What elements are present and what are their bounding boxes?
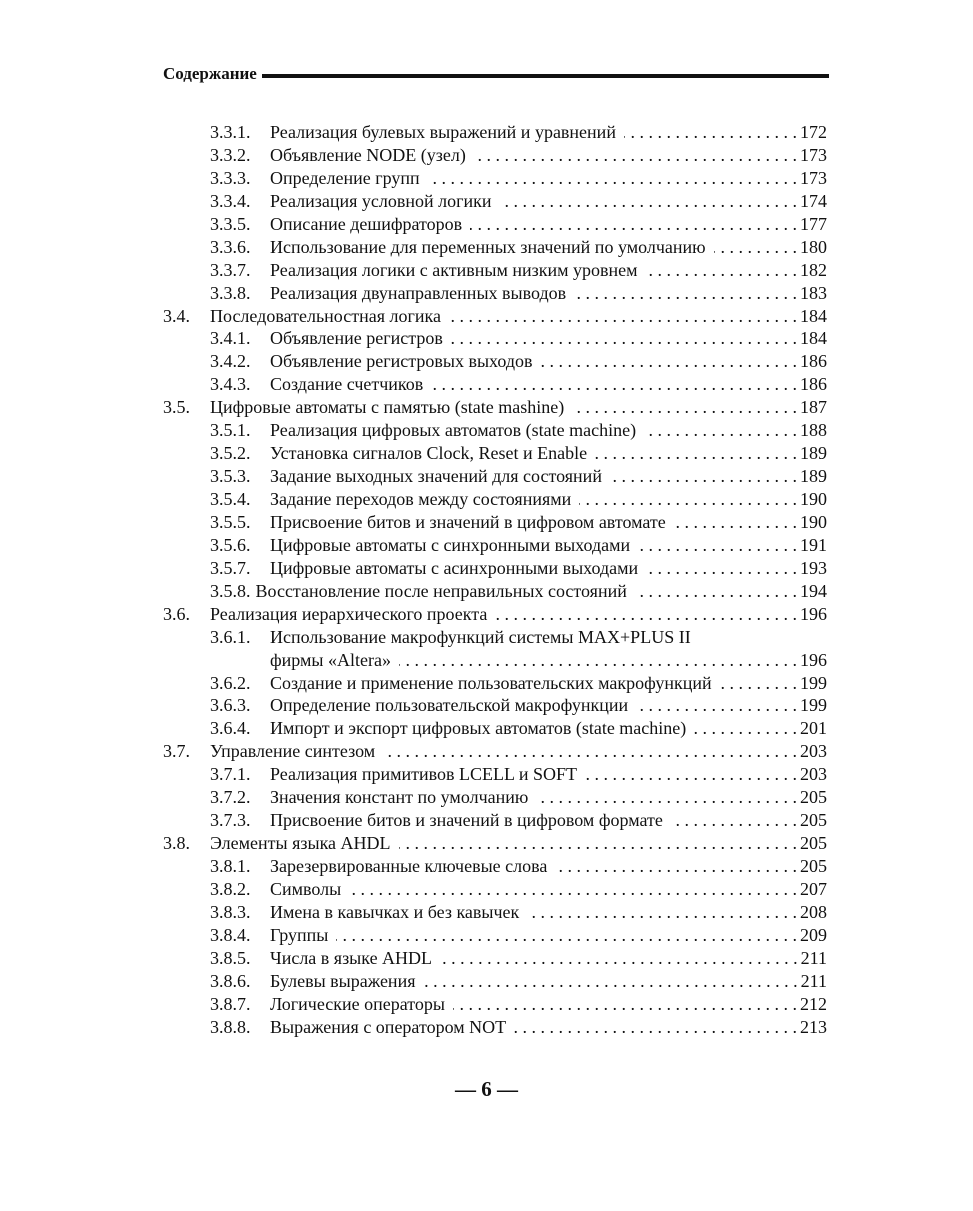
toc-entry-page: 193	[800, 557, 827, 578]
toc-entry-title: Булевы выражения	[270, 970, 416, 991]
toc-entry-title: Присвоение битов и значений в цифровом формате	[270, 810, 663, 831]
toc-entry-title: Создание счетчиков	[270, 374, 424, 395]
toc-entry-page: 177	[800, 213, 827, 234]
dot-leader	[646, 557, 797, 580]
toc-entry[interactable]	[163, 717, 827, 740]
toc-entry-page: 184	[800, 328, 827, 349]
toc-entry-page: 172	[800, 122, 827, 142]
toc-entry-page: 211	[800, 947, 827, 968]
dot-leader	[610, 465, 797, 488]
dot-leader	[644, 419, 797, 442]
dot-leader	[541, 350, 797, 373]
toc-entry-page: 173	[800, 144, 827, 165]
toc-entry-number: 3.3.8.	[210, 282, 251, 303]
toc-entry-page: 203	[800, 764, 827, 785]
toc-entry-page: 174	[800, 190, 827, 211]
toc-entry[interactable]	[163, 419, 827, 442]
toc-entry-page: 184	[800, 305, 827, 326]
dot-leader	[399, 649, 797, 672]
toc-entry-number: 3.3.4.	[210, 190, 251, 211]
toc-entry-number: 3.8.	[163, 833, 190, 854]
toc-entry[interactable]	[163, 901, 827, 924]
toc-entry-page: 180	[800, 236, 827, 257]
dot-leader	[585, 763, 797, 786]
toc-entry-number: 3.6.1.	[210, 626, 251, 647]
running-header	[163, 60, 829, 88]
toc-entry-title: Реализация условной логики	[270, 190, 492, 211]
toc-entry-number: 3.5.4.	[210, 489, 251, 509]
toc-entry-number: 3.8.2.	[210, 878, 251, 899]
toc-entry-page: 211	[800, 970, 827, 991]
dot-leader	[453, 993, 797, 1016]
toc-entry[interactable]	[163, 855, 827, 878]
toc-entry[interactable]	[163, 534, 827, 557]
toc-entry-number: 3.8.1.	[210, 856, 251, 876]
toc-entry-number: 3.6.4.	[210, 718, 251, 739]
toc-entry-continuation[interactable]	[163, 649, 827, 672]
toc-entry-title: Управление синтезом	[210, 741, 376, 762]
toc-entry[interactable]	[163, 327, 827, 350]
toc-entry-page: 196	[800, 649, 827, 670]
header-rule	[262, 74, 829, 78]
toc-entry-number: 3.6.2.	[210, 672, 251, 693]
toc-entry-title: Объявление регистровых выходов	[270, 351, 533, 372]
toc-entry[interactable]	[163, 190, 827, 213]
toc-entry-page: 186	[800, 374, 827, 395]
toc-entry-title: Элементы языка AHDL	[210, 833, 391, 854]
toc-entry[interactable]	[163, 282, 827, 305]
toc-entry-number: 3.7.2.	[210, 787, 251, 808]
toc-entry[interactable]	[163, 809, 827, 832]
toc-entry-page: 190	[800, 489, 827, 509]
toc-entry[interactable]	[163, 259, 827, 282]
toc-entry-number: 3.4.	[163, 305, 190, 326]
toc-entry-page: 187	[800, 397, 827, 418]
dot-leader	[646, 259, 797, 282]
dot-leader	[336, 924, 797, 947]
page-number: — 6 —	[455, 1077, 518, 1101]
toc-entry-page: 199	[800, 672, 827, 693]
dot-leader	[555, 855, 797, 878]
toc-entry-page: 196	[800, 603, 827, 624]
toc-entry-number: 3.4.3.	[210, 374, 251, 395]
toc-entry[interactable]	[163, 350, 827, 373]
toc-entry-title: Значения констант по умолчанию	[270, 787, 529, 808]
toc-entry-title: Реализация булевых выражений и уравнений	[270, 122, 616, 142]
toc-entry-title: Реализация примитивов LCELL и SOFT	[270, 764, 578, 785]
dot-leader	[527, 901, 797, 924]
toc-entry-page: 205	[800, 787, 827, 808]
toc-entry[interactable]	[163, 970, 827, 993]
dot-leader	[694, 717, 797, 740]
toc-entry-number: 3.3.7.	[210, 259, 251, 280]
toc-entry-number: 3.5.2.	[210, 443, 251, 464]
toc-entry-page: 183	[800, 282, 827, 303]
toc-entry-title: Восстановление после неправильных состояний	[255, 580, 627, 601]
dot-leader	[574, 282, 797, 305]
toc-entry-title: Задание переходов между состояниями	[270, 489, 572, 509]
toc-entry-title: Цифровые автоматы с памятью (state mashine)	[210, 397, 565, 418]
toc-entry[interactable]	[163, 672, 827, 695]
toc-entry[interactable]	[163, 305, 827, 328]
toc-entry-number: 3.5.1.	[210, 420, 251, 441]
toc-entry-title: Реализация цифровых автоматов (state machine)	[270, 420, 637, 441]
toc-entry-page: 203	[800, 741, 827, 762]
toc-entry-number: 3.5.5.	[210, 511, 251, 532]
toc-entry-number: 3.6.3.	[210, 695, 251, 716]
toc-entry-title: Реализация иерархического проекта	[210, 603, 488, 624]
toc-entry-number: 3.8.4.	[210, 924, 251, 945]
toc-entry-title: Логические операторы	[270, 993, 445, 1014]
dot-leader	[636, 694, 797, 717]
dot-leader	[500, 190, 797, 213]
toc-entry-page: 205	[800, 833, 827, 854]
toc-entry[interactable]	[163, 144, 827, 167]
toc-entry-number: 3.8.8.	[210, 1016, 251, 1037]
toc-entry[interactable]	[163, 442, 827, 465]
toc-entry-number: 3.7.3.	[210, 810, 251, 831]
toc-entry[interactable]	[163, 947, 827, 970]
toc-entry-page: 205	[800, 810, 827, 831]
toc-entry-title: Последовательностная логика	[210, 305, 441, 326]
toc-entry[interactable]	[163, 121, 827, 144]
toc-entry-page: 189	[800, 466, 827, 487]
toc-entry-number: 3.6.	[163, 603, 190, 624]
toc-entry-title: Использование для переменных значений по умолчанию	[270, 236, 706, 257]
toc-entry-page: 189	[800, 443, 827, 464]
toc-entry-page: 199	[800, 695, 827, 716]
dot-leader	[495, 603, 797, 626]
toc-entry-title: Задание выходных значений для состояний	[270, 466, 602, 487]
toc-entry-number: 3.8.6.	[210, 970, 251, 991]
toc-entry-title: Зарезервированные ключевые слова	[270, 856, 548, 876]
toc-entry[interactable]	[163, 167, 827, 190]
toc-entry-title: Цифровые автоматы с асинхронными выходами	[270, 557, 639, 578]
toc-entry[interactable]	[163, 580, 827, 603]
table-of-contents	[163, 121, 827, 1039]
dot-leader	[451, 327, 797, 350]
dot-leader	[449, 305, 797, 328]
toc-entry-page: 208	[800, 901, 827, 922]
toc-entry-title: Группы	[270, 924, 329, 945]
dot-leader	[720, 672, 797, 695]
dot-leader	[638, 534, 797, 557]
toc-entry-page: 191	[800, 534, 827, 555]
dot-leader	[572, 396, 797, 419]
toc-entry[interactable]	[163, 511, 827, 534]
toc-entry-number: 3.7.	[163, 741, 190, 762]
toc-entry-number: 3.8.7.	[210, 993, 251, 1014]
toc-entry-title: Определение групп	[270, 167, 420, 188]
toc-entry-number: 3.5.	[163, 397, 190, 418]
toc-entry-title: Числа в языке AHDL	[270, 947, 433, 968]
toc-entry-number: 3.3.5.	[210, 213, 251, 234]
toc-entry[interactable]	[163, 763, 827, 786]
dot-leader	[431, 373, 797, 396]
toc-entry[interactable]	[163, 878, 827, 901]
toc-entry-number: 3.5.7.	[210, 557, 251, 578]
dot-leader	[349, 878, 797, 901]
toc-entry[interactable]	[163, 626, 827, 649]
dot-leader	[635, 580, 797, 603]
toc-entry[interactable]	[163, 694, 827, 717]
dot-leader	[536, 786, 797, 809]
dot-leader	[514, 1016, 797, 1039]
toc-entry-title: Импорт и экспорт цифровых автоматов (state machine)	[270, 718, 687, 739]
toc-entry[interactable]	[163, 557, 827, 580]
toc-entry[interactable]	[163, 924, 827, 947]
toc-entry[interactable]	[163, 1016, 827, 1039]
toc-entry-number: 3.4.2.	[210, 351, 251, 372]
toc-entry-title: Описание дешифраторов	[270, 213, 463, 234]
toc-entry[interactable]	[163, 740, 827, 763]
dot-leader	[671, 809, 797, 832]
dot-leader	[440, 947, 798, 970]
toc-entry-number: 3.8.5.	[210, 947, 251, 968]
toc-entry-title: Создание и применение пользовательских макрофункций	[270, 672, 712, 693]
toc-entry-number: 3.5.3.	[210, 466, 251, 487]
toc-entry-title: Выражения с оператором NOT	[270, 1016, 507, 1037]
toc-entry-number: 3.4.1.	[210, 328, 251, 349]
toc-entry-title: Объявление NODE (узел)	[270, 144, 466, 165]
header-title: Содержание	[163, 64, 257, 83]
toc-entry[interactable]	[163, 786, 827, 809]
toc-entry-page: 194	[800, 580, 827, 601]
toc-entry-page: 182	[800, 259, 827, 280]
toc-entry-title: Объявление регистров	[270, 328, 443, 349]
dot-leader	[579, 488, 797, 511]
toc-entry-title: Имена в кавычках и без кавычек	[270, 901, 520, 922]
toc-entry-title-continued: фирмы «Altera»	[270, 649, 391, 670]
toc-entry-title: Символы	[270, 878, 342, 899]
dot-leader	[714, 236, 797, 259]
toc-entry[interactable]	[163, 832, 827, 855]
toc-entry-title: Установка сигналов Clock, Reset и Enable	[270, 443, 588, 464]
toc-entry-number: 3.5.8.	[210, 580, 251, 601]
toc-entry-title: Реализация логики с активным низким уровнем	[270, 259, 638, 280]
toc-entry-title: Реализация двунаправленных выводов	[270, 282, 567, 303]
toc-entry[interactable]	[163, 373, 827, 396]
dot-leader	[399, 832, 797, 855]
dot-leader	[595, 442, 797, 465]
toc-entry[interactable]	[163, 213, 827, 236]
toc-entry[interactable]	[163, 993, 827, 1016]
toc-entry-number: 3.8.3.	[210, 901, 251, 922]
toc-entry-title: Определение пользовательской макрофункции	[270, 695, 629, 716]
toc-entry[interactable]	[163, 603, 827, 626]
toc-entry-page: 207	[800, 878, 827, 899]
toc-entry-number: 3.7.1.	[210, 764, 251, 785]
toc-entry-title: Присвоение битов и значений в цифровом автомате	[270, 511, 666, 532]
toc-entry[interactable]	[163, 488, 827, 511]
toc-entry-page: 213	[800, 1016, 827, 1037]
dot-leader	[423, 970, 797, 993]
toc-entry-page: 188	[800, 420, 827, 441]
dot-leader	[474, 144, 797, 167]
toc-entry-number: 3.3.2.	[210, 144, 251, 165]
toc-entry-page: 173	[800, 167, 827, 188]
dot-leader	[470, 213, 797, 236]
toc-entry[interactable]	[163, 465, 827, 488]
toc-entry-page: 209	[800, 924, 827, 945]
toc-entry-title: Цифровые автоматы с синхронными выходами	[270, 534, 631, 555]
dot-leader	[383, 740, 797, 763]
toc-entry-page: 205	[800, 856, 827, 876]
toc-entry-title: Использование макрофункций системы MAX+PLUS II	[270, 626, 691, 647]
toc-entry-page: 201	[800, 718, 827, 739]
dot-leader	[624, 121, 797, 144]
toc-entry-number: 3.3.3.	[210, 167, 251, 188]
toc-entry-page: 190	[800, 511, 827, 532]
toc-entry[interactable]	[163, 236, 827, 259]
toc-entry[interactable]	[163, 396, 827, 419]
toc-entry-number: 3.3.6.	[210, 236, 251, 257]
toc-entry-number: 3.3.1.	[210, 122, 251, 142]
dot-leader	[674, 511, 797, 534]
toc-entry-page: 186	[800, 351, 827, 372]
dot-leader	[428, 167, 797, 190]
toc-entry-number: 3.5.6.	[210, 534, 251, 555]
toc-entry-page: 212	[800, 993, 827, 1014]
